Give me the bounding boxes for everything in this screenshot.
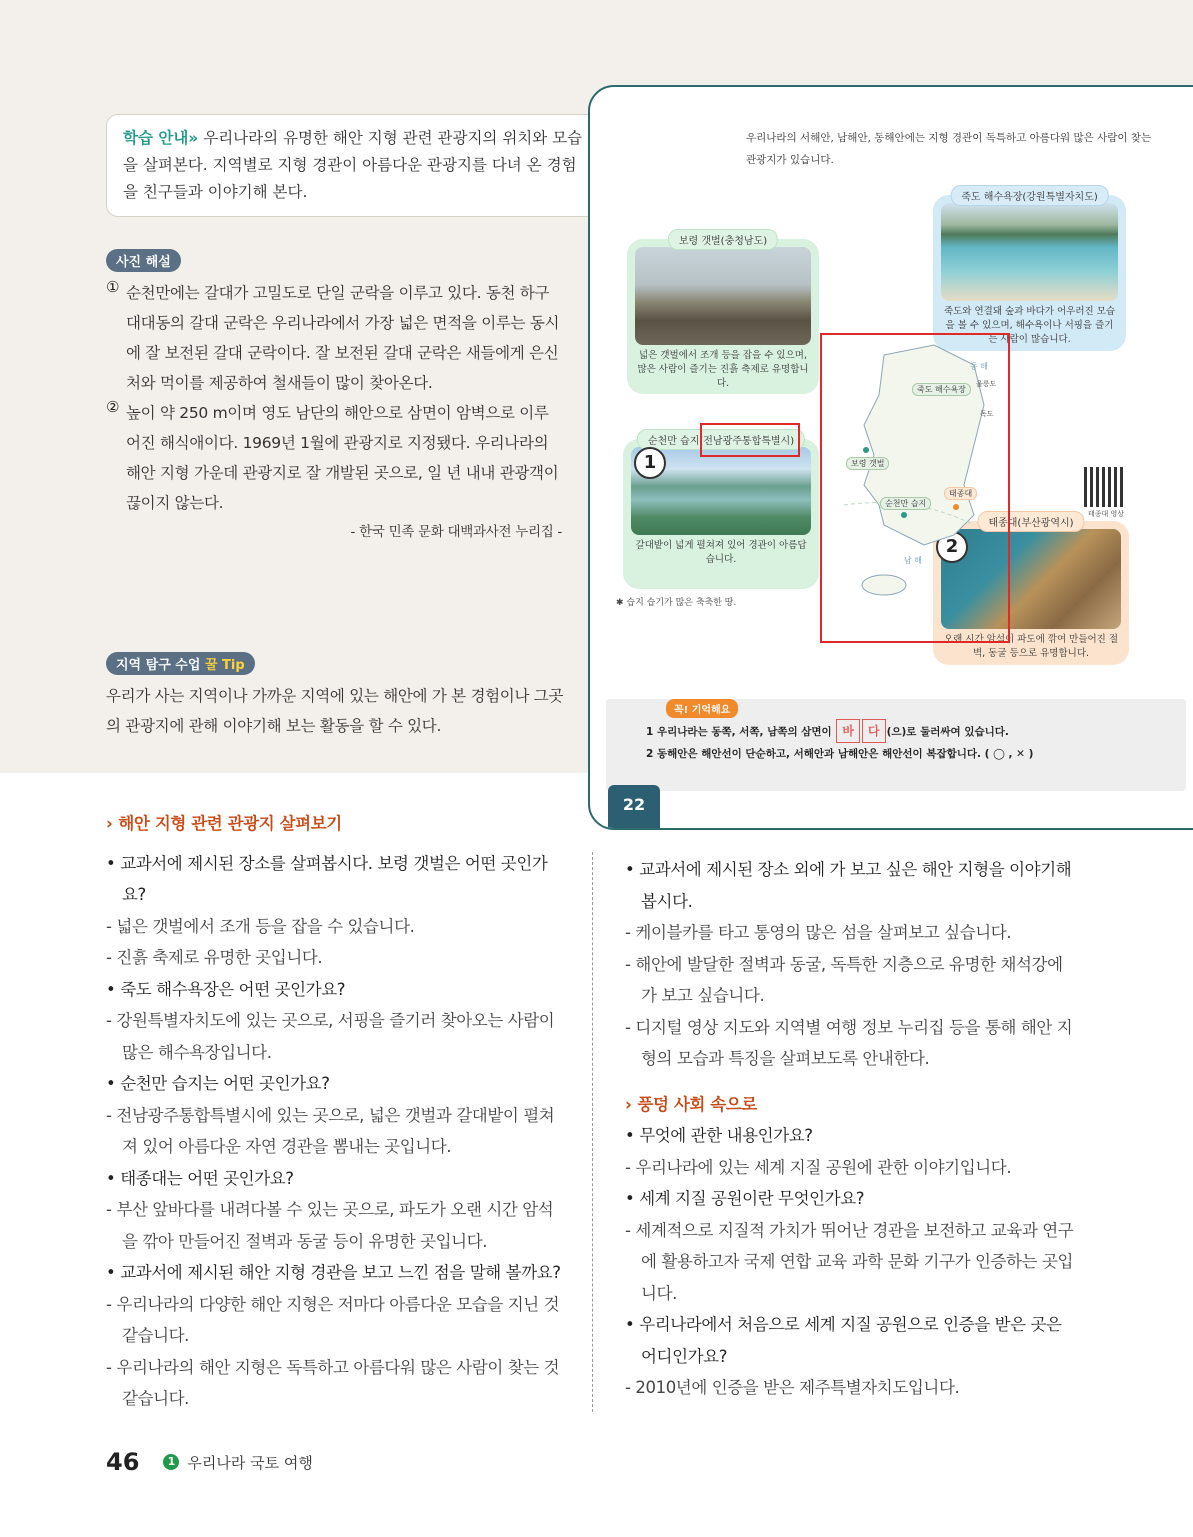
card-caption: 오랜 시간 암석이 파도에 깎여 만들어진 절벽, 동굴 등으로 유명합니다.	[943, 634, 1119, 659]
answer-line: - 전남광주통합특별시에 있는 곳으로, 넓은 갯벌과 갈대밭이 펼쳐져 있어 아름다운 자연 경관을 뽐내는 곳입니다.	[106, 1100, 562, 1163]
note-text: 높이 약 250 m이며 영도 남단의 해안으로 삼면이 암벽으로 이루어진 해식애이다. 1969년 1월에 관광지로 지정됐다. 우리나라의 해안 지형 가운데 관광지로 잘 개발된 곳으로, 일 년 내내 관광객이 끊이지 않는다.	[126, 404, 559, 512]
qa-list	[625, 854, 1081, 1075]
right-column	[625, 854, 1081, 1404]
textbook-intro-text: 우리나라의 서해안, 남해안, 동해안에는 지형 경관이 독특하고 아름다워 많은 사람이 찾는 관광지가 있습니다.	[746, 132, 1152, 166]
answer-line: - 우리나라의 해안 지형은 독특하고 아름다워 많은 사람이 찾는 것 같습니다.	[106, 1352, 562, 1415]
question-line: • 태종대는 어떤 곳인가요?	[106, 1163, 562, 1195]
photo-note-item	[106, 398, 562, 518]
note-number: ②	[106, 398, 120, 416]
remember-title: 꼭! 기억해요	[666, 699, 738, 718]
circle-number-1: 1	[634, 447, 666, 479]
question-line: • 교과서에 제시된 장소 외에 가 보고 싶은 해안 지형을 이야기해 봅시다.	[625, 854, 1081, 917]
circle-number-2: 2	[936, 531, 968, 563]
column-divider	[592, 852, 593, 1412]
map-label-south-sea: 남 해	[904, 556, 922, 565]
learning-guide-text: 우리나라의 유명한 해안 지형 관련 관광지의 위치와 모습을 살펴본다. 지역별로 지형 경관이 아름다운 관광지를 다녀 온 경험을 친구들과 이야기해 본다.	[123, 129, 583, 201]
map-label-east-sea: 동 해	[970, 362, 988, 371]
chapter-number-badge: 1	[163, 1454, 179, 1470]
map-label-suncheon: 순천만 습지	[880, 497, 931, 510]
answer-line: - 진흙 축제로 유명한 곳입니다.	[106, 942, 562, 974]
answer-box-2: 다	[862, 719, 886, 743]
map-label-ulleungdo: 울릉도	[976, 380, 997, 388]
qa-list	[106, 848, 562, 1415]
boryeong-photo	[635, 247, 811, 345]
answer-line: - 디지털 영상 지도와 지역별 여행 정보 누리집 등을 통해 해안 지형의 모습과 특징을 살펴보도록 안내한다.	[625, 1012, 1081, 1075]
textbook-page-thumbnail	[588, 85, 1193, 830]
card-caption: 갈대밭이 넓게 펼쳐져 있어 경관이 아름답습니다.	[635, 540, 807, 565]
teaching-tip-label: 지역 탐구 수업 꿀 Tip	[106, 652, 255, 675]
left-column	[106, 808, 562, 1415]
qa-list	[625, 1120, 1081, 1404]
question-line: • 교과서에 제시된 장소를 살펴봅시다. 보령 갯벌은 어떤 곳인가요?	[106, 848, 562, 911]
card-title: 태종대(부산광역시)	[977, 511, 1084, 532]
answer-line: - 우리나라에 있는 세계 지질 공원에 관한 이야기입니다.	[625, 1152, 1081, 1184]
chevron-right-icon: ›	[625, 1094, 632, 1114]
remember-line-2: 2 동해안은 해안선이 단순하고, 서해안과 남해안은 해안선이 복잡합니다. ( ◯ , ✕ )	[646, 748, 1034, 760]
question-line: • 세계 지질 공원이란 무엇인가요?	[625, 1183, 1081, 1215]
teaching-tip-section	[106, 652, 566, 741]
answer-line: - 부산 앞바다를 내려다볼 수 있는 곳으로, 파도가 오랜 시간 암석을 깎아 만들어진 절벽과 동굴 등이 유명한 곳입니다.	[106, 1194, 562, 1257]
note-number: ①	[106, 278, 120, 296]
card-jukdo-beach	[933, 192, 1126, 351]
learning-guide-box	[106, 114, 606, 217]
page-number: 46	[106, 1448, 140, 1476]
section-heading: › 풍덩 사회 속으로	[625, 1094, 757, 1114]
answer-line: - 2010년에 인증을 받은 제주특별자치도입니다.	[625, 1372, 1081, 1404]
section-heading: › 해안 지형 관련 관광지 살펴보기	[106, 814, 342, 833]
page-footer	[106, 1448, 313, 1476]
card-title: 보령 갯벌(충청남도)	[668, 229, 778, 250]
question-line: • 순천만 습지는 어떤 곳인가요?	[106, 1068, 562, 1100]
question-line: • 교과서에 제시된 해안 지형 경관을 보고 느낀 점을 말해 볼까요?	[106, 1257, 562, 1289]
map-label-boryeong: 보령 갯벌	[846, 457, 889, 470]
photo-notes-section	[106, 249, 562, 546]
jukdo-photo	[941, 203, 1118, 301]
chapter-title: 우리나라 국토 여행	[187, 1453, 313, 1472]
card-caption: 넓은 갯벌에서 조개 등을 잡을 수 있으며, 많은 사람이 즐기는 진흙 축제로 유명합니다.	[637, 350, 809, 389]
photo-notes-label: 사진 해설	[106, 249, 181, 272]
teaching-tip-text: 우리가 사는 지역이나 가까운 지역에 있는 해안에 가 본 경험이나 그곳의 관광지에 관해 이야기해 보는 활동을 할 수 있다.	[106, 687, 564, 735]
map-label-dokdo: 독도	[980, 410, 994, 418]
qr-code-icon[interactable]	[1084, 467, 1124, 507]
red-highlight-suncheon-region	[700, 423, 800, 457]
photo-note-item	[106, 278, 562, 398]
card-title: 죽도 해수욕장(강원특별자치도)	[950, 185, 1109, 206]
question-line: • 무엇에 관한 내용인가요?	[625, 1120, 1081, 1152]
chevron-right-icon: ›	[106, 814, 113, 833]
card-caption: 죽도와 연결돼 숲과 바다가 어우러진 모습을 볼 수 있으며, 해수욕이나 서핑을 즐기는 사람이 많습니다.	[943, 306, 1116, 345]
source-citation: - 한국 민족 문화 대백과사전 누리집 -	[350, 524, 562, 540]
learning-guide-tag: 학습 안내»	[123, 129, 199, 147]
map-label-jukdo: 죽도 해수욕장	[912, 383, 971, 396]
answer-line: - 넓은 갯벌에서 조개 등을 잡을 수 있습니다.	[106, 911, 562, 943]
answer-line: - 해안에 발달한 절벽과 동굴, 독특한 지층으로 유명한 채석강에 가 보고 싶습니다.	[625, 949, 1081, 1012]
answer-line: - 우리나라의 다양한 해안 지형은 저마다 아름다운 모습을 지닌 것 같습니다.	[106, 1289, 562, 1352]
remember-line-1: 1 우리나라는 동쪽, 서쪽, 남쪽의 삼면이 바 다 (으)로 둘러싸여 있습니다.	[646, 719, 1146, 743]
question-line: • 우리나라에서 처음으로 세계 지질 공원으로 인증을 받은 곳은 어디인가요?	[625, 1309, 1081, 1372]
red-highlight-map	[820, 333, 1010, 643]
answer-box-1: 바	[836, 719, 860, 743]
remember-box	[606, 699, 1186, 791]
qr-code-label: 태종대 영상	[1088, 510, 1125, 518]
card-boryeong-mudflat	[627, 236, 819, 394]
answer-line: - 케이블카를 타고 통영의 많은 섬을 살펴보고 싶습니다.	[625, 917, 1081, 949]
textbook-page-number: 22	[608, 785, 660, 829]
wetland-footnote: ✱ 습지 습기가 많은 축축한 땅.	[616, 598, 737, 608]
note-text: 순천만에는 갈대가 고밀도로 단일 군락을 이루고 있다. 동천 하구 대대동의 갈대 군락은 우리나라에서 가장 넓은 면적을 이루는 동시에 잘 보전된 갈대 군락이다. 잘 보전된 갈대 군락은 새들에게 은신처와 먹이를 제공하여 철새들이 많이 찾아온다.	[126, 284, 560, 392]
answer-line: - 강원특별자치도에 있는 곳으로, 서핑을 즐기러 찾아오는 사람이 많은 해수욕장입니다.	[106, 1005, 562, 1068]
question-line: • 죽도 해수욕장은 어떤 곳인가요?	[106, 974, 562, 1006]
map-label-taejongdae: 태종대	[944, 487, 977, 500]
card-title: 순천만 습지(전남광주통합특별시)	[637, 429, 805, 450]
answer-line: - 세계적으로 지질적 가치가 뛰어난 경관을 보전하고 교육과 연구에 활용하고자 국제 연합 교육 과학 문화 기구가 인증하는 곳입니다.	[625, 1215, 1081, 1310]
